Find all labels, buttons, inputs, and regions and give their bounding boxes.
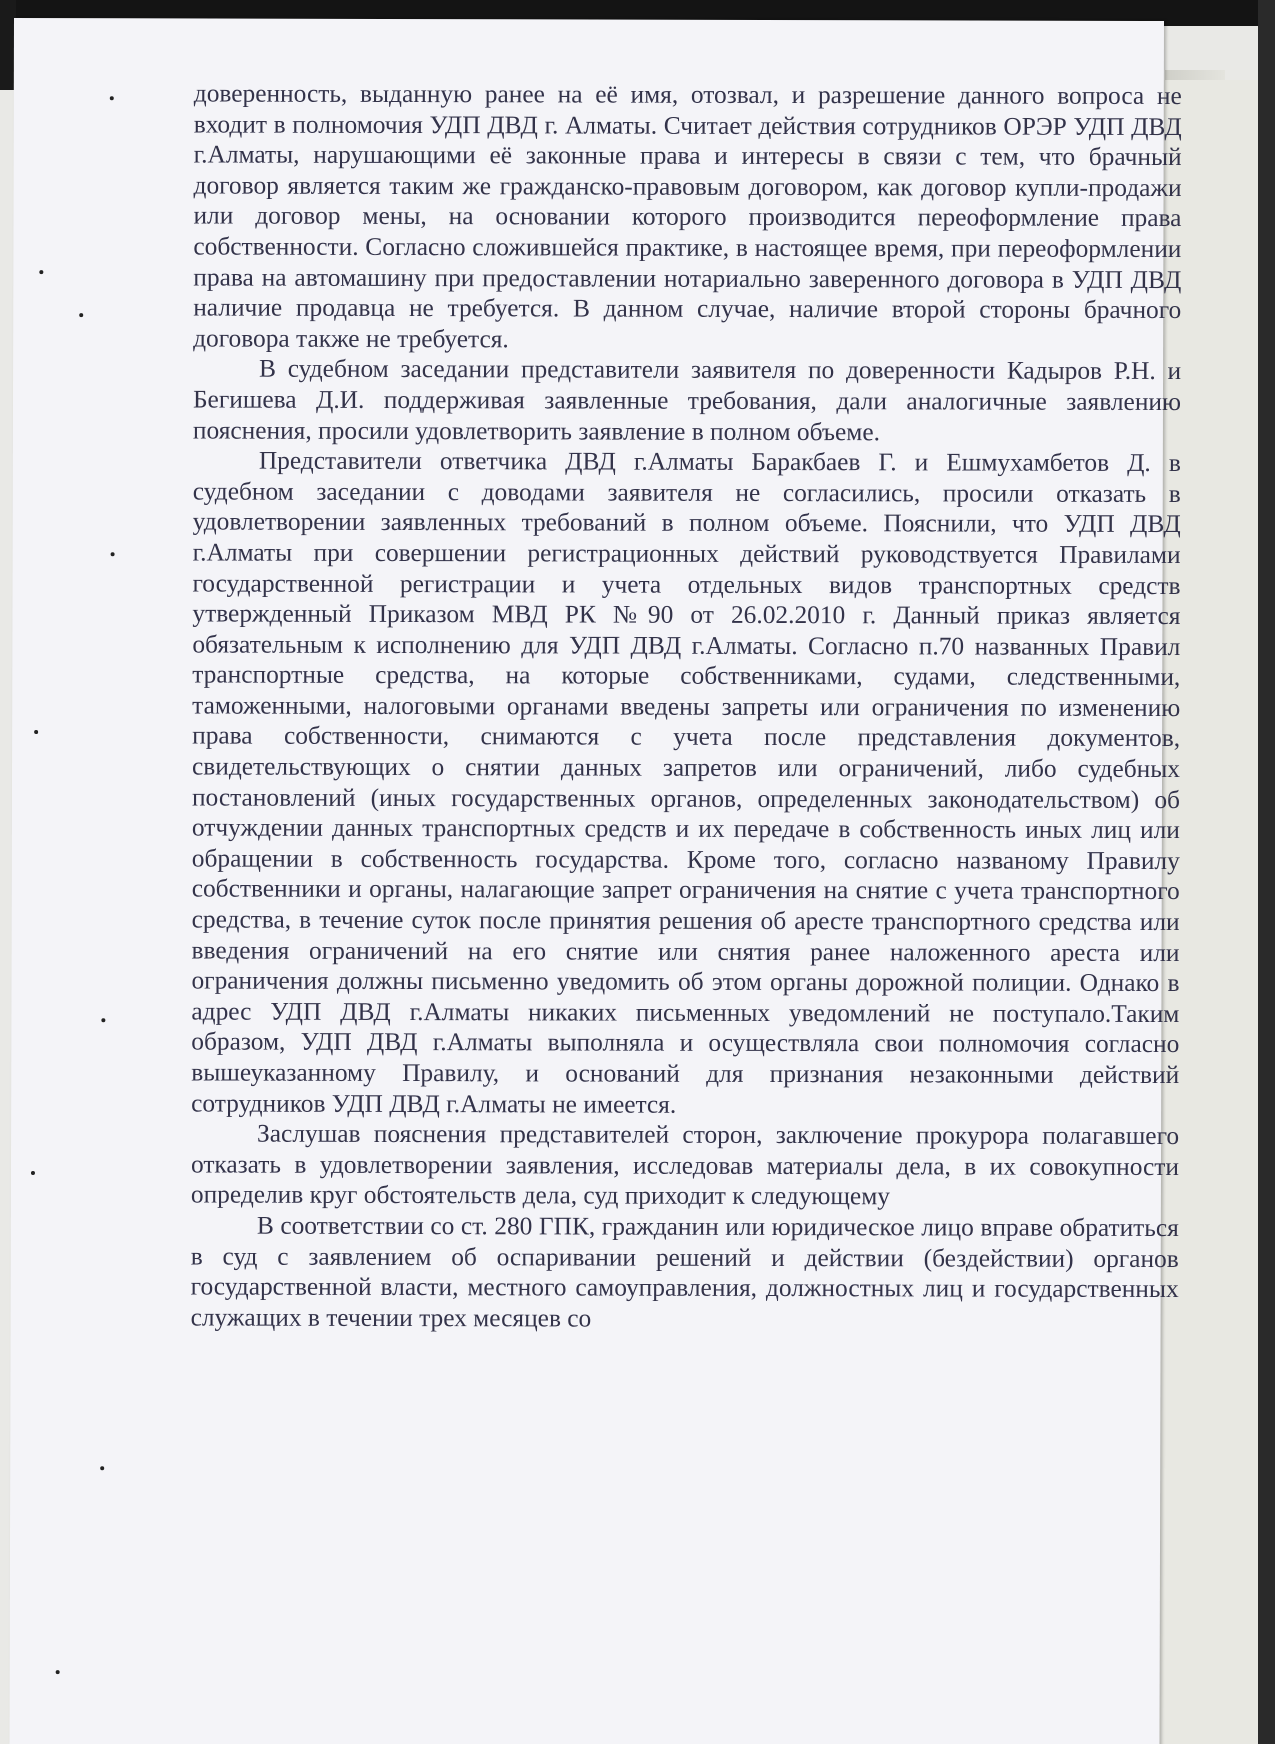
scan-speck — [39, 270, 43, 274]
paragraph-applicant-representatives: В судебном заседании представители заявителя по доверенности Кадыров Р.Н. и Бегишева Д.И. поддерживая заявленные требования, дали аналогичные заявлению пояснения, просили удовлетворить заявление в полном объеме. — [192, 354, 1182, 446]
scan-speck — [79, 313, 83, 317]
scan-speck — [56, 1670, 60, 1674]
paragraph-continuation: доверенность, выданную ранее на её имя, отозвал, и разрешение данного вопроса не входит в полномочия УДП ДВД г. Алматы. Считает действия сотрудников ОРЭР УДП ДВД г.Алматы, нарушающими её законные права и интересы в связи с тем, что брачный договор является таким же гражданско-правовым договором, как договор купли-продажи или договор мены, на основании которого производится переоформление права собственности. Согласно сложившейся практике, в настоящее время, при переоформлении права на автомашину при предоставлении нотариально заверенного договора в УДП ДВД наличие продавца не требуется. В данном случае, наличие второй стороны брачного договора также не требуется. — [193, 79, 1182, 354]
scan-speck — [100, 1466, 104, 1470]
scan-speck — [34, 730, 38, 734]
scan-speck — [110, 96, 114, 100]
document-body — [191, 78, 1182, 1335]
paragraph-respondent-representatives: Представители ответчика ДВД г.Алматы Баракбаев Г. и Ешмухамбетов Д. в судебном заседании с доводами заявителя не согласились, просили отказать в удовлетворении заявленных требований в полном объеме. Пояснили, что УДП ДВД г.Алматы при совершении регистрационных действий руководствуется Правилами государственной регистрации и учета отдельных видов транспортных средств утвержденный Приказом МВД РК №90 от 26.02.2010 г. Данный приказ является обязательным к исполнению для УДП ДВД г.Алматы. Согласно п.70 названных Правил транспортные средства, на которые собственниками, судами, следственными, таможенными, налоговыми органами введены запреты или ограничения по изменению права собственности, снимаются с учета после представления документов, свидетельствующих о снятии данных запретов или ограничений, либо судебных постановлений (иных государственных органов, определенных законодательством) об отчуждении данных транспортных средств и их передаче в собственность иных лиц или обращении в собственность государства. Кроме того, согласно названому Правилу собственники и органы, налагающие запрет ограничения на снятие с учета транспортного средства, в течение суток после принятия решения об аресте транспортного средства или введения ограничений на его снятие или снятия ранее наложенного ареста или ограничения должны письменно уведомить об этом органы дорожной полиции. Однако в адрес УДП ДВД г.Алматы никаких письменных уведомлений не поступало.Таким образом, УДП ДВД г.Алматы выполняла и осуществляла свои полномочия согласно вышеуказанному Правилу, и оснований для признания незаконными действий сотрудников УДП ДВД г.Алматы не имеется. — [191, 446, 1181, 1119]
scan-border-right — [1258, 0, 1275, 1744]
scan-speck — [111, 552, 115, 556]
paragraph-legal-basis: В соответствии со ст. 280 ГПК, гражданин или юридическое лицо вправе обратиться в суд с заявлением об оспаривании решений и действии (бездействии) органов государственной власти, местного самоуправления, должностных лиц и государственных служащих в течении трех месяцев со — [190, 1211, 1179, 1333]
document-page — [9, 18, 1182, 1744]
paragraph-court-findings: Заслушав пояснения представителей сторон, заключение прокурора полагавшего отказать в удовлетворении заявления, исследовав материалы дела, в их совокупности определив круг обстоятельств дела, суд приходит к следующему — [190, 1119, 1180, 1211]
scan-speck — [31, 1171, 35, 1175]
scan-speck — [101, 1018, 105, 1022]
